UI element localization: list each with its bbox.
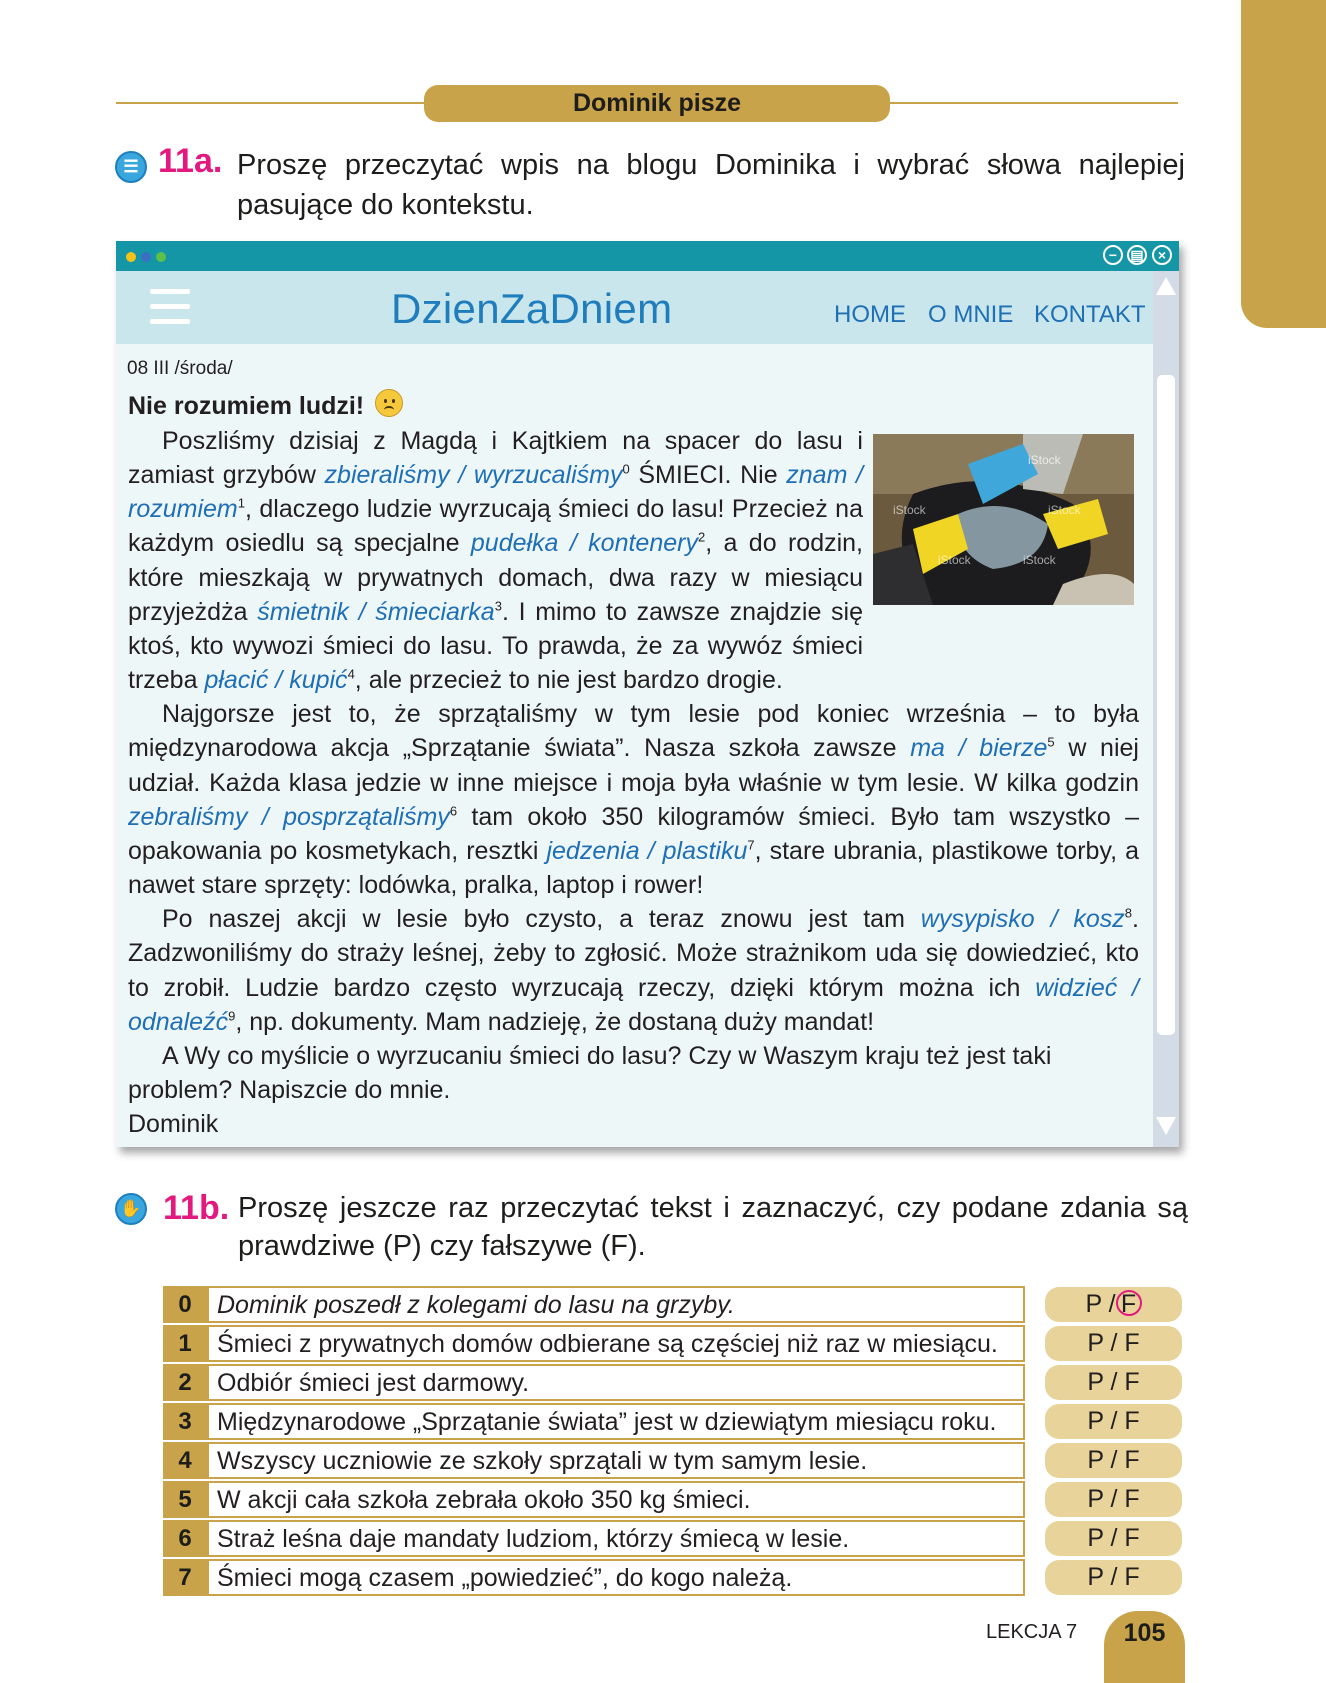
row-statement: Śmieci mogą czasem „powiedzieć”, do kogo należą.: [207, 1559, 1025, 1596]
menu-icon-bar: [150, 319, 190, 324]
watermark-text: iStock: [1048, 503, 1081, 517]
choice-6[interactable]: zebraliśmy / posprzątaliśmy: [128, 802, 450, 831]
row-statement: Śmieci z prywatnych domów odbierane są częściej niż raz w miesiącu.: [207, 1325, 1025, 1362]
book-icon: ☰: [115, 151, 147, 183]
hand-icon: ✋: [115, 1193, 147, 1225]
sad-face-icon: [375, 389, 403, 417]
side-tab: [1241, 0, 1326, 328]
row-statement: W akcji cała szkoła zebrała około 350 kg śmieci.: [207, 1481, 1025, 1518]
choice-5[interactable]: ma / bierze: [910, 734, 1048, 763]
post-body: [128, 424, 1139, 1141]
section-rule-left: [116, 102, 424, 104]
post-title: Nie rozumiem ludzi!: [128, 392, 365, 420]
choice-7[interactable]: jedzenia / plastiku: [546, 836, 748, 865]
exercise-11b-number: 11b.: [163, 1189, 230, 1227]
close-icon[interactable]: ×: [1152, 245, 1172, 265]
table-row: [163, 1481, 1025, 1518]
table-row: [163, 1364, 1025, 1401]
section-title: Dominik pisze: [424, 85, 890, 122]
watermark-text: iStock: [1028, 453, 1061, 467]
post-signature: Dominik: [128, 1110, 219, 1139]
exercise-11a-instruction: Proszę przeczytać wpis na blogu Dominika i wybrać słowa najlepiej pasujące do kontekstu.: [237, 149, 1185, 221]
watermark-text: iStock: [1023, 553, 1056, 567]
window-dot-yellow-icon: [126, 252, 136, 262]
section-rule-right: [890, 102, 1178, 104]
choice-1[interactable]: znam / rozumiem: [128, 461, 864, 524]
menu-icon-bar: [150, 304, 190, 309]
paragraph-2: Najgorsze jest to, że sprzątaliśmy w tym lesie pod koniec września – to była międzynarodowa akcja „Sprzątanie świata”. Nasza szkoła zawsze ma / bierze$^5$ w niej udział. Każda klasa jedzie w inne miejsce i moja była właśnie w tym lesie. W kilka godzin zebraliśmy / posprzątaliśmy$^6$ tam około 350 kilogramów śmieci. Było tam wszystko – opakowania po kosmetykach, resztki jedzenia / plastiku$^7$, stare ubrania, plastikowe torby, a nawet stare sprzęty: lodówka, pralka, laptop i rower!: [128, 700, 1140, 900]
row-statement: Dominik poszedł z kolegami do lasu na grzyby.: [207, 1286, 1025, 1323]
blog-logo[interactable]: DzienZaDniem: [391, 285, 673, 332]
post-date: 08 III /środa/: [127, 358, 233, 379]
row-number: 0: [163, 1286, 207, 1323]
exercise-11a-number: 11a.: [158, 142, 223, 180]
row-number: 6: [163, 1520, 207, 1557]
minimize-icon[interactable]: −: [1103, 245, 1123, 265]
row-statement: Międzynarodowe „Sprzątanie świata” jest w dziewiątym miesiącu roku.: [207, 1403, 1025, 1440]
pf-choice[interactable]: P / F: [1045, 1521, 1182, 1556]
paragraph-1: Poszliśmy dzisiaj z Magdą i Kajtkiem na spacer do lasu i zamiast grzybów zbieraliśmy / wyrzucaliśmy$^0$ ŚMIECI. Nie znam / rozumiem$^1$, dlaczego ludzie wyrzucają śmieci do lasu! Przecież na każdym osiedlu są specjalne pudełka / kontenery$^2$, a do rodzin, które mieszkają w prywatnych domach, dwa razy w miesiącu przyjeżdża śmietnik / śmieciarka$^3$. I mimo to zawsze znajdzie się ktoś, kto wywozi śmieci do lasu. To prawda, że za wywóz śmieci trzeba płacić / kupić$^4$, ale przecież to nie jest bardzo drogie.: [128, 427, 864, 695]
watermark-text: iStock: [893, 503, 926, 517]
choice-3[interactable]: śmietnik / śmieciarka: [257, 597, 495, 626]
row-statement: Wszyscy uczniowie ze szkoły sprzątali w tym samym lesie.: [207, 1442, 1025, 1479]
nav-home[interactable]: HOME: [834, 301, 906, 328]
table-row: [163, 1403, 1025, 1440]
window-titlebar: [116, 241, 1179, 271]
menu-icon[interactable]: [150, 289, 190, 294]
pf-choice[interactable]: P / F: [1045, 1443, 1182, 1478]
table-row: [163, 1442, 1025, 1479]
choice-4[interactable]: płacić / kupić: [204, 666, 348, 695]
table-row: [163, 1286, 1025, 1323]
watermark-text: iStock: [938, 553, 971, 567]
window-dot-green-icon: [156, 252, 166, 262]
scrollbar-thumb[interactable]: [1157, 375, 1175, 1035]
choice-9[interactable]: widzieć / odnaleźć: [128, 973, 1139, 1036]
row-number: 3: [163, 1403, 207, 1440]
row-statement: Odbiór śmieci jest darmowy.: [207, 1364, 1025, 1401]
paragraph-3: Po naszej akcji w lesie było czysto, a teraz znowu jest tam wysypisko / kosz$^8$. Zadzwoniliśmy do straży leśnej, żeby to zgłosić. Może strażnikom uda się dowiedzieć, kto to zrobił. Ludzie bardzo często wyrzucają rzeczy, dzięki którym można ich widzieć / odnaleźć$^9$, np. dokumenty. Mam nadzieję, że dostaną duży mandat!: [128, 905, 1139, 1036]
page-number: 105: [1104, 1611, 1185, 1683]
choice-2[interactable]: pudełka / kontenery: [470, 529, 698, 558]
lesson-label: LEKCJA 7: [986, 1621, 1078, 1643]
row-number: 2: [163, 1364, 207, 1401]
choice-8[interactable]: wysypisko / kosz: [920, 905, 1125, 934]
nav-about[interactable]: O MNIE: [928, 301, 1014, 328]
window-dot-blue-icon: [141, 252, 151, 262]
table-row: [163, 1520, 1025, 1557]
pf-choice[interactable]: P / F: [1045, 1326, 1182, 1361]
blog-header: [116, 271, 1153, 344]
nav-contact[interactable]: KONTAKT: [1034, 301, 1146, 328]
pf-choice[interactable]: P / F: [1045, 1560, 1182, 1595]
answer-f-circled: F: [1116, 1290, 1142, 1316]
table-row: [163, 1559, 1025, 1596]
paragraph-4: A Wy co myślicie o wyrzucaniu śmieci do lasu? Czy w Waszym kraju też jest taki problem? Napiszcie do mnie.: [128, 1041, 1052, 1104]
row-number: 4: [163, 1442, 207, 1479]
pf-choice[interactable]: P / F: [1045, 1404, 1182, 1439]
pf-choice[interactable]: P / F: [1045, 1482, 1182, 1517]
row-number: 1: [163, 1325, 207, 1362]
maximize-icon[interactable]: ▤: [1127, 245, 1147, 265]
row-number: 5: [163, 1481, 207, 1518]
scroll-down-icon[interactable]: [1156, 1117, 1176, 1135]
row-statement: Straż leśna daje mandaty ludziom, którzy śmiecą w lesie.: [207, 1520, 1025, 1557]
exercise-11b-instruction: Proszę jeszcze raz przeczytać tekst i zaznaczyć, czy podane zdania są prawdziwe (P) czy fałszywe (F).: [238, 1192, 1188, 1262]
table-row: [163, 1325, 1025, 1362]
pf-choice[interactable]: P / F: [1045, 1365, 1182, 1400]
scroll-up-icon[interactable]: [1156, 277, 1176, 295]
row-number: 7: [163, 1559, 207, 1596]
choice-0[interactable]: zbieraliśmy / wyrzucaliśmy: [324, 461, 623, 490]
pf-answer-example[interactable]: P / F: [1045, 1287, 1182, 1322]
